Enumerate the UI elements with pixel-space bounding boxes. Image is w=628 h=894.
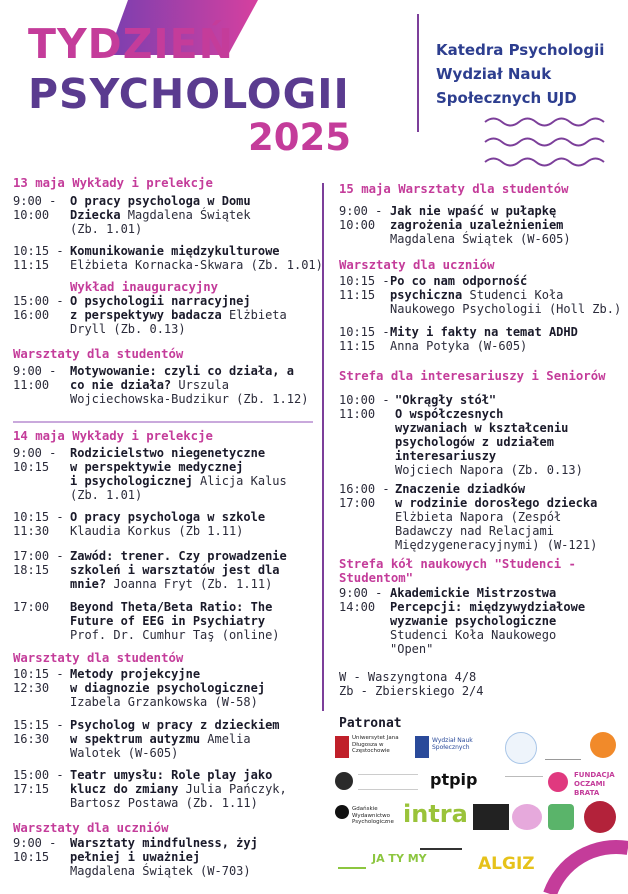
event-details: Zawód: trener. Czy prowadzenie szkoleń i warsztatów jest dla mnie? Joanna Fryt (Zb. 1.11) (70, 549, 287, 591)
event-time: 9:00 - 10:15 (13, 836, 57, 864)
event-details: Psycholog w pracy z dzieckiem w spektrum autyzmu Amelia Walotek (W-605) (70, 718, 280, 760)
partner-logo (548, 804, 574, 830)
ptpip-logo: ptpip (430, 770, 478, 789)
event-details: Mity i fakty na temat ADHD Anna Potyka (W-605) (390, 325, 578, 353)
partner-logo (545, 735, 581, 760)
jatymy-logo: JA TY MY (372, 852, 427, 865)
event-details: Jak nie wpaść w pułapkę zagrożenia uzależnieniem Magdalena Świątek (W-605) (390, 204, 571, 246)
event-details: Metody projekcyjne w diagnozie psychologicznej Izabela Grzankowska (W-58) (70, 667, 266, 709)
workshops-pupils-header: Warsztaty dla uczniów (339, 258, 495, 272)
inaugural-header: Wykład inauguracyjny (70, 280, 219, 294)
gwp-logo: Gdańskie Wydawnictwo Psychologiczne (335, 805, 395, 833)
partner-logo (505, 776, 543, 789)
event-time: 10:15 - 11:30 (13, 510, 64, 538)
event-details: Rodzicielstwo niegenetyczne w perspektywie medycznej i psychologicznej Alicja Kalus (Zb. 1.01) (70, 446, 287, 502)
fundacja-logo: FUNDACJA OCZAMI BRATA (574, 771, 615, 797)
wave-decoration (483, 114, 616, 170)
event-time: 17:00 (13, 600, 50, 614)
event-details: Beyond Theta/Beta Ratio: The Future of EEG in Psychiatry Prof. Dr. Cumhur Taş (online) (70, 600, 280, 642)
event-details: Motywowanie: czyli co działa, a co nie działa? Urszula Wojciechowska-Budzikur (Zb. 1.12) (70, 364, 309, 406)
partner-logo (358, 774, 418, 790)
location-legend: W - Waszyngtona 4/8 Zb - Zbierskiego 2/4 (339, 670, 484, 698)
event-details: Akademickie Mistrzostwa Percepcji: międzywydziałowe wyzwanie psychologiczne Studenci Koła Naukowego "Open" (390, 586, 586, 656)
event-details: Po co nam odporność psychiczna Studenci Koła Naukowego Psychologii (Holl Zb.) (390, 274, 622, 316)
day2-header: 14 maja Wykłady i prelekcje (13, 429, 213, 443)
intra-logo: intra (403, 800, 468, 828)
event-time: 10:15 - 11:15 (339, 274, 390, 302)
event-time: 9:00 - 14:00 (339, 586, 383, 614)
event-time: 10:15 - 11:15 (339, 325, 390, 353)
wns-logo: Wydział Nauk Społecznych (415, 734, 497, 764)
title-line-1: TYDZIEŃ (28, 20, 234, 68)
event-time: 15:00 - 17:15 (13, 768, 64, 796)
dept-line-3: Społecznych UJD (436, 89, 577, 107)
event-details: O pracy psychologa w Domu Dziecka Magdalena Świątek (Zb. 1.01) (70, 194, 251, 236)
event-time: 15:15 - 16:30 (13, 718, 64, 746)
partner-logo (335, 772, 353, 790)
workshops-pupils-header: Warsztaty dla uczniów (13, 821, 169, 835)
partner-logo (505, 732, 537, 764)
partner-logo (590, 732, 616, 758)
event-details: O psychologii narracyjnej z perspektywy badacza Elżbieta Dryll (Zb. 0.13) (70, 294, 287, 336)
corner-arc-decoration (540, 838, 628, 894)
section-divider (13, 421, 313, 423)
title-line-2: PSYCHOLOGII (28, 70, 350, 118)
dept-line-1: Katedra Psychologii (436, 41, 605, 59)
title-year: 2025 (248, 116, 351, 159)
event-details: Warsztaty mindfulness, żyj pełniej i uważniej Magdalena Świątek (W-703) (70, 836, 258, 878)
event-time: 9:00 - 11:00 (13, 364, 57, 392)
event-details: Teatr umysłu: Role play jako klucz do zmiany Julia Pańczyk, Bartosz Postawa (Zb. 1.11) (70, 768, 287, 810)
event-time: 15:00 - 16:00 (13, 294, 64, 322)
event-time: 10:15 - 12:30 (13, 667, 64, 695)
day1-header: 13 maja Wykłady i prelekcje (13, 176, 213, 190)
ujd-logo: Uniwersytet Jana Długosza w Częstochowie (335, 734, 405, 764)
partner-logo (473, 804, 509, 830)
event-time: 17:00 - 18:15 (13, 549, 64, 577)
day3-header: 15 maja Warsztaty dla studentów (339, 182, 569, 196)
event-time: 10:00 - 11:00 (339, 393, 390, 421)
partner-logo (420, 848, 462, 868)
event-details: Komunikowanie międzykulturowe Elżbieta Kornacka-Skwara (Zb. 1.01) (70, 244, 323, 272)
algiz-logo: ALGIZ (478, 854, 535, 874)
event-time: 9:00 - 10:15 (13, 446, 57, 474)
seniors-zone-header: Strefa dla interesariuszy i Seniorów (339, 369, 606, 383)
header-divider (417, 14, 419, 132)
event-details: "Okrągły stół" O współczesnych wyzwaniach w kształceniu psychologów z udziałem interesariuszy Wojciech Napora (Zb. 0.13) (395, 393, 583, 477)
workshops-students-header: Warsztaty dla studentów (13, 347, 184, 361)
event-time: 9:00 - 10:00 (13, 194, 57, 222)
workshops-students-header: Warsztaty dla studentów (13, 651, 184, 665)
partner-logo (584, 801, 616, 833)
partner-logo (548, 772, 568, 792)
clubs-zone-header: Strefa kół naukowych "Studenci - Studentom" (339, 557, 576, 585)
partner-logo (512, 804, 542, 830)
event-time: 10:15 - 11:15 (13, 244, 64, 272)
event-time: 9:00 - 10:00 (339, 204, 383, 232)
event-time: 16:00 - 17:00 (339, 482, 390, 510)
event-details: Znaczenie dziadków w rodzinie dorosłego dziecka Elżbieta Napora (Zespół Badawczy nad Relacjami Międzygeneracyjnymi) (W-121) (395, 482, 598, 552)
patronat-title: Patronat (339, 716, 402, 731)
partner-logo (338, 845, 366, 869)
dept-line-2: Wydział Nauk (436, 65, 552, 83)
event-details: O pracy psychologa w szkole Klaudia Korkus (Zb 1.11) (70, 510, 266, 538)
